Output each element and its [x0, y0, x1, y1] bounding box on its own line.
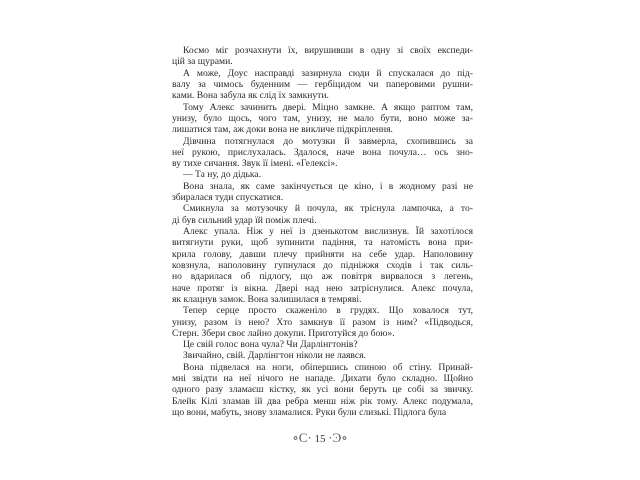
text-line: ковзнула, наполовину гупнулася до підніжжя сходів і так силь-	[172, 259, 473, 271]
paragraph	[172, 203, 473, 226]
paragraph	[172, 339, 473, 350]
book-page-text	[172, 45, 473, 418]
paragraph	[172, 181, 473, 204]
text-line: витягнути руки, щоб зупинити падіння, та натомість вона при-	[172, 237, 473, 249]
text-line: — Та ну, до дідька.	[183, 169, 262, 181]
text-line: крила голову, давши плечу прийняти на себе удар. Наполовину	[172, 248, 473, 260]
text-line: ді був сильний удар їй поміж плечі.	[172, 214, 317, 226]
text-line: неї рукою, прислухалась. Здалося, наче вона почула… ось зно-	[172, 146, 473, 158]
paragraph	[172, 305, 473, 339]
text-line: унизу, разом із нею? Хто замкнув її разом із ним? «Підводься,	[172, 316, 473, 328]
text-line: валу за чимось буденним — гербіцидом чи паперовими рушни-	[172, 78, 473, 90]
text-line: унизу, було щось, чого там, унизу, не мало бути, воно може за-	[172, 112, 473, 124]
paragraph	[172, 169, 473, 180]
text-line: цій за щурами.	[172, 56, 233, 68]
page-number: 15	[314, 433, 326, 445]
text-line: лишатися там, аж доки вона не викличе підкріплення.	[172, 124, 393, 136]
text-line: Дівчина потягнулася до мотузки й завмерла, схопившись за	[183, 135, 473, 147]
text-line: Тому Алекс зачинить двері. Міцно замкне. А якщо раптом там,	[183, 101, 473, 113]
paragraph	[172, 102, 473, 136]
text-line: Смикнула за мотузочку й почула, як тріснула лампочка, а то-	[183, 203, 473, 215]
ornament-left-icon: ∘С·	[292, 430, 312, 445]
paragraph	[172, 362, 473, 419]
paragraph	[172, 226, 473, 305]
text-line: Алекс упала. Ніж у неї із дзенькотом вислизнув. Їй захотілося	[183, 226, 473, 237]
text-line: Вона знала, як саме закінчується це кіно, і в жодному разі не	[183, 180, 473, 192]
text-line: А може, Доус насправді зазирнула сюди й спускалася до під-	[183, 67, 473, 79]
text-line: но вдарилася об підлогу, що аж повітря вирвалося з легень,	[172, 271, 473, 283]
text-line: Блейк Кілі зламав їй два ребра менш ніж рік тому. Алекс подумала,	[172, 395, 473, 407]
text-line: Вона підвелася на ноги, обіпершись спиною об стіну. Принай-	[183, 361, 473, 373]
text-line: як клацнув замок. Вона залишилася в темряві.	[172, 293, 362, 305]
text-line: ву тихе сичання. Звук її імені. «Гелексі».	[172, 158, 338, 170]
paragraph	[172, 136, 473, 170]
text-line: мні звідти на неї нічого не нападе. Дихати було складно. Щойно	[172, 373, 473, 385]
text-line: Тепер серце просто скаженіло в грудях. Що ховалося тут,	[183, 305, 473, 317]
text-line: одного разу зламаєш кістку, як усі вони беруть це собі за звичку.	[172, 384, 473, 396]
text-line: наче протяг із вікна. Двері над нею затріснулися. Алекс почула,	[172, 282, 473, 294]
paragraph	[172, 350, 473, 361]
ornament-right-icon: ·Ͽ∘	[328, 430, 348, 445]
text-line: Космо міг розчахнути їх, вирушивши в одну зі своїх експеди-	[183, 45, 473, 56]
text-line: збиралася туди спускатися.	[172, 192, 284, 204]
text-line: що вони, мабуть, знову зламалися. Руки були слизькі. Підлога була	[172, 407, 447, 418]
page-footer	[0, 430, 640, 446]
paragraph	[172, 68, 473, 102]
text-line: Це свій голос вона чула? Чи Дарлінгтонів?	[183, 339, 358, 351]
text-line: Стерн. Збери своє лайно докупи. Приготуйся до бою».	[172, 327, 395, 339]
text-line: Звичайно, свій. Дарлінгтон ніколи не лаявся.	[183, 350, 366, 362]
text-line: ками. Вона забула як слід їх замкнути.	[172, 90, 329, 102]
paragraph	[172, 45, 473, 68]
